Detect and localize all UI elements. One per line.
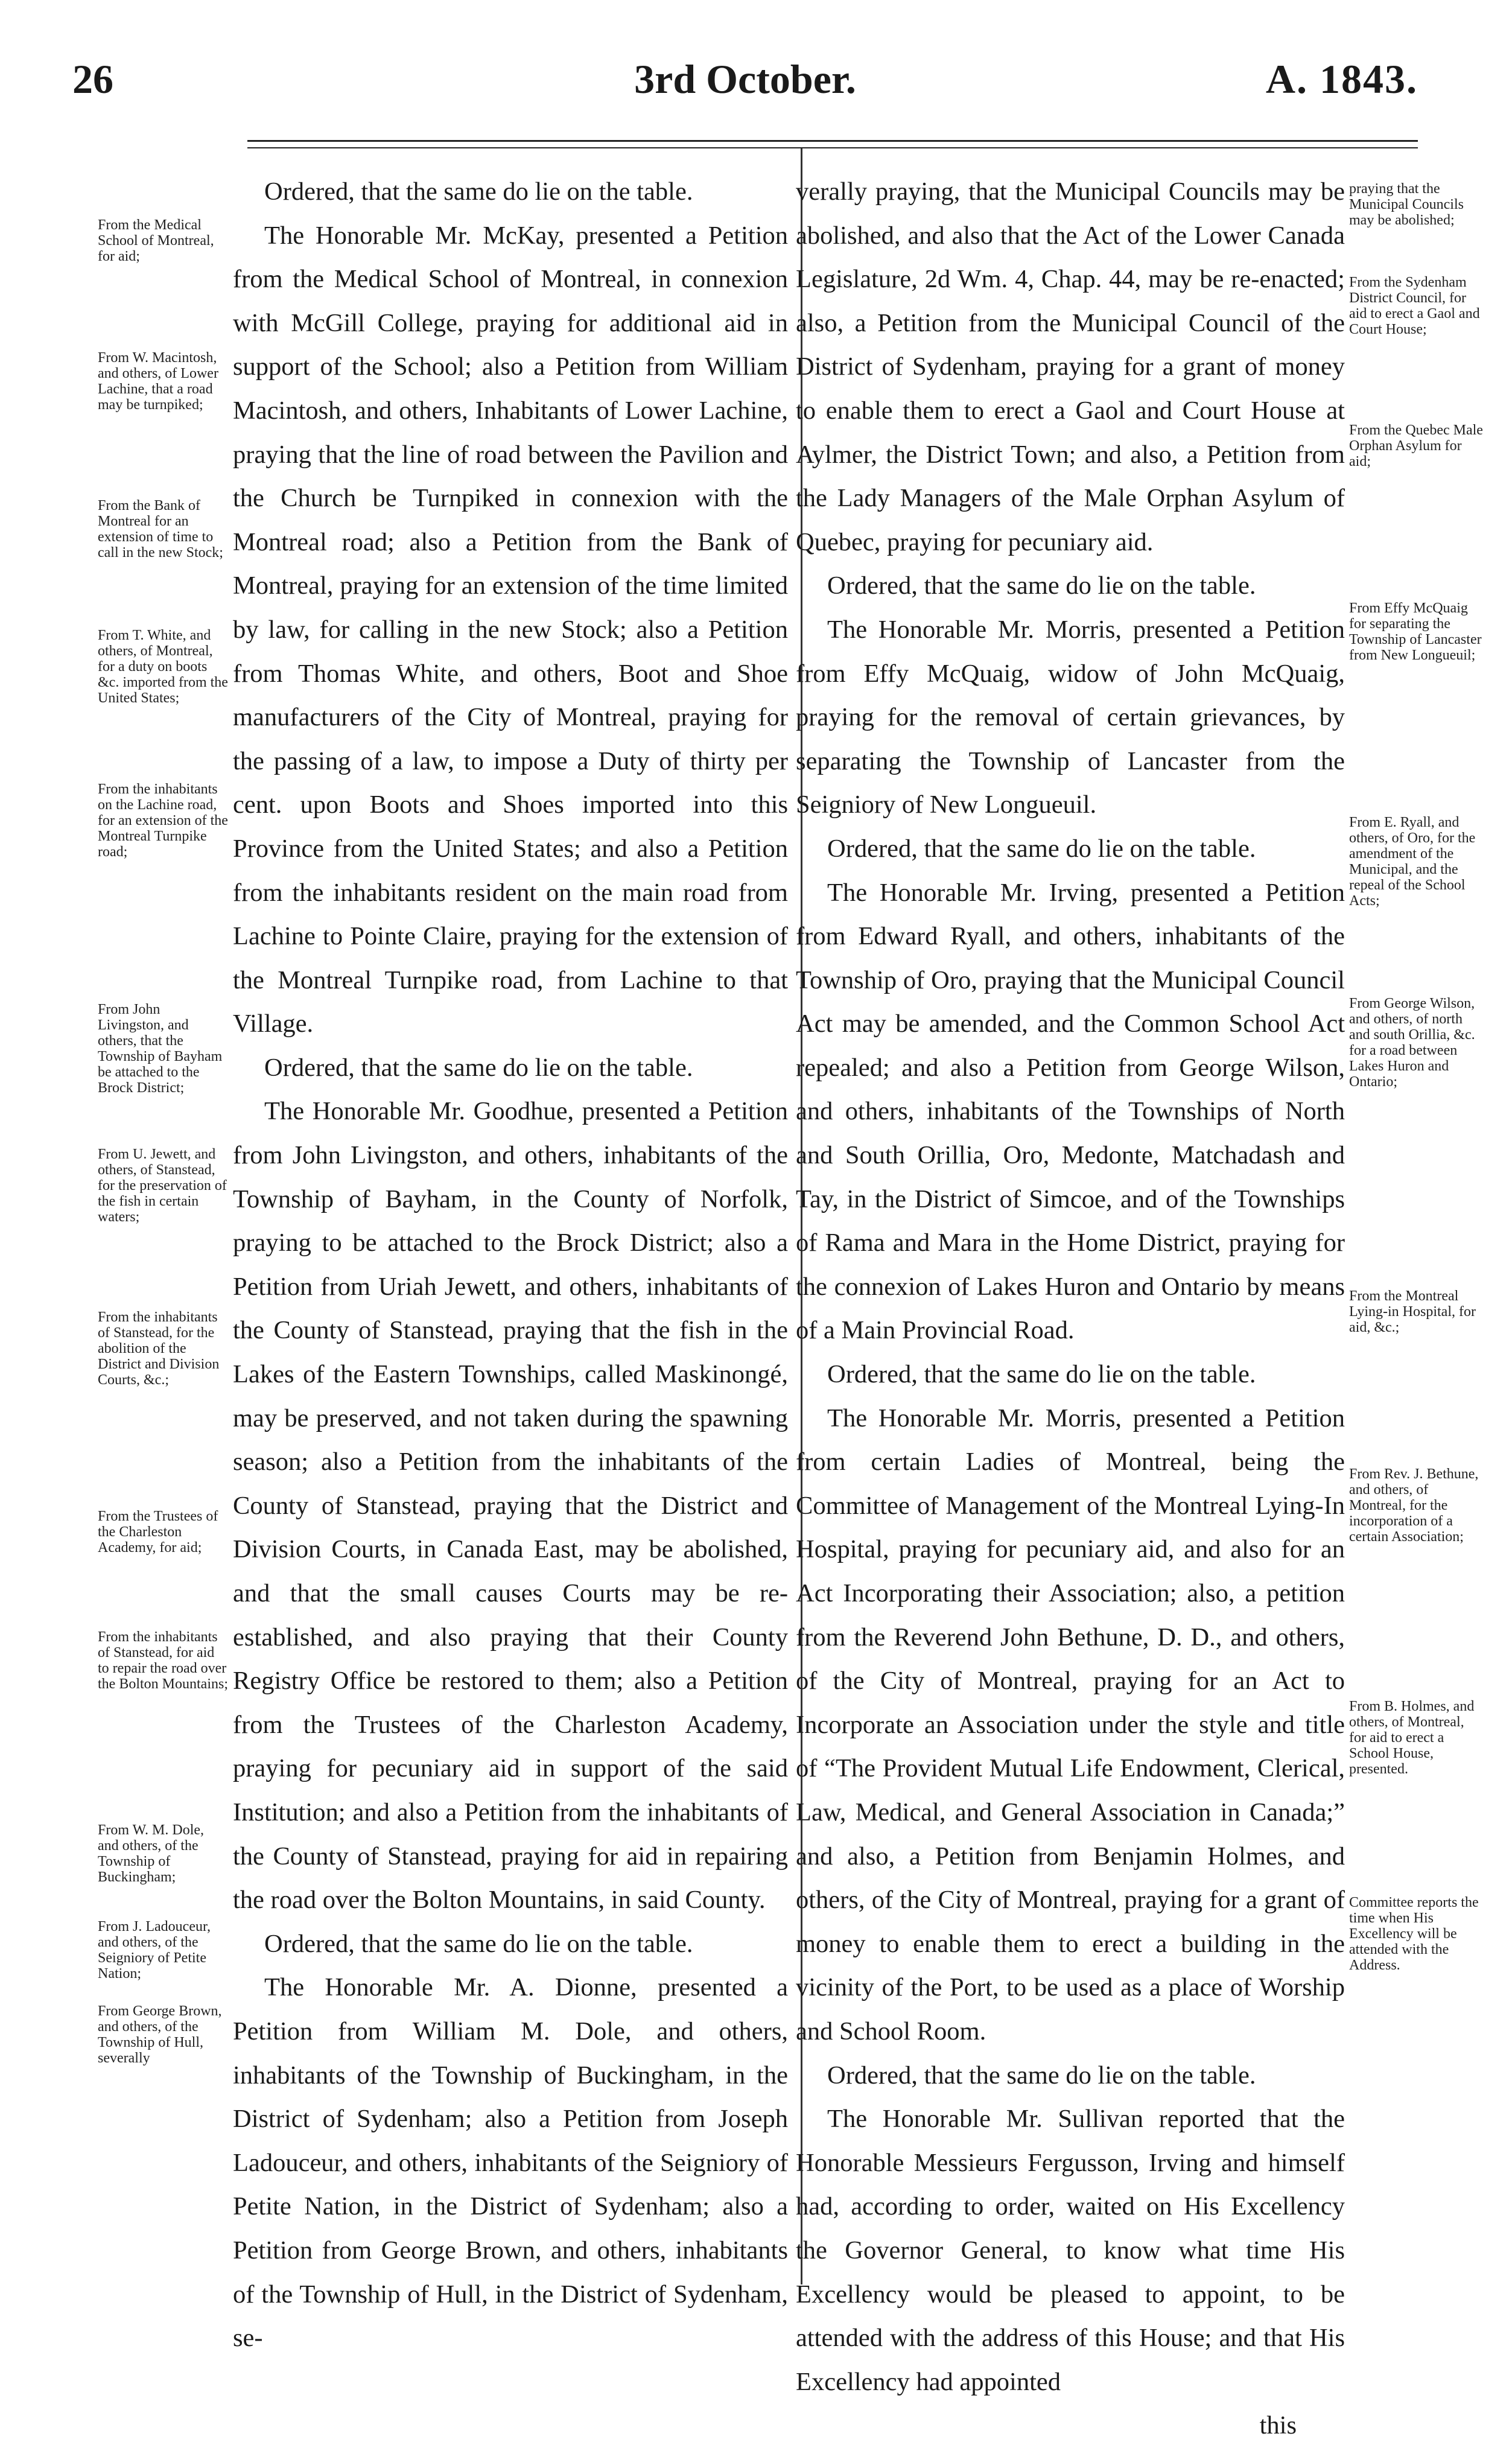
header-rule-bottom: [247, 147, 1418, 148]
right-margin-note-8: From B. Holmes, and others, of Montreal, for aid to erect a School House, presented.: [1349, 1699, 1475, 1777]
right-margin-note-0: praying that the Municipal Councils may be abolished;: [1349, 181, 1464, 228]
left-margin-note-3: From T. White, and others, of Montreal, for a duty on boots &c. imported from the United States;: [98, 628, 228, 706]
right-margin-note-4: From E. Ryall, and others, of Oro, for the amendment of the Municipal, and the repeal of the School Acts;: [1349, 815, 1476, 909]
right-margin-note-9: Committee reports the time when His Excellency will be attended with the Address.: [1349, 1895, 1479, 1973]
right-para-4: The Honorable Mr. Irving, presented a Petition from Edward Ryall, and others, inhabitants of the Township of Oro, praying that the Municipal Council Act may be amended, and the Common School Act repealed; and also a Petition from George Wilson, and others, inhabitants of the Townships of North and South Orillia, Oro, Medonte, Matchadash and Tay, in the District of Simcoe, and of the Townships of Rama and Mara in the Home District, praying for the connexion of Lakes Huron and Ontario by means of a Main Provincial Road.: [796, 878, 1345, 1345]
page-header: [72, 56, 1418, 122]
left-para-2: Ordered, that the same do lie on the table.: [264, 1053, 693, 1082]
right-para-0: verally praying, that the Municipal Councils may be abolished, and also that the Act of the Lower Canada Legislature, 2d Wm. 4, Chap. 44, may be re-enacted; also, a Petition from the Municipal Council of the District of Sydenham, praying for a grant of money to enable them to erect a Gaol and Court House at Aylmer, the District Town; and also, a Petition from the Lady Managers of the Male Orphan Asylum of Quebec, praying for pecuniary aid.: [796, 177, 1345, 556]
left-margin-note-0: From the Medical School of Montreal, for aid;: [98, 217, 214, 264]
left-margin-note-8: From the Trustees of the Charleston Academy, for aid;: [98, 1509, 218, 1556]
left-para-5: The Honorable Mr. A. Dionne, presented a Petition from William M. Dole, and others, inhabitants of the Township of Buckingham, in the District of Sydenham; also a Petition from Joseph Ladouceur, and others, inhabitants of the Seigniory of Petite Nation, in the District of Sydenham; also a Petition from George Brown, and others, inhabitants of the Township of Hull, in the District of Sydenham, se-: [233, 1973, 788, 2353]
right-column: [796, 170, 1345, 2448]
right-para-7: Ordered, that the same do lie on the table.: [827, 2061, 1256, 2090]
right-para-1: Ordered, that the same do lie on the table.: [827, 571, 1256, 600]
left-column: [233, 170, 788, 2361]
right-margin-note-6: From the Montreal Lying-in Hospital, for aid, &c.;: [1349, 1288, 1476, 1335]
left-margin-note-11: From J. Ladouceur, and others, of the Seigniory of Petite Nation;: [98, 1919, 211, 1982]
left-margin-note-1: From W. Macintosh, and others, of Lower Lachine, that a road may be turnpiked;: [98, 350, 218, 413]
left-margin-note-7: From the inhabitants of Stanstead, for the abolition of the District and Division Courts, &c.;: [98, 1309, 220, 1388]
right-para-catchword: this: [1259, 2411, 1297, 2440]
right-margin-note-7: From Rev. J. Bethune, and others, of Montreal, for the incorporation of a certain Association;: [1349, 1466, 1479, 1545]
right-margin-note-3: From Effy McQuaig for separating the Township of Lancaster from New Longueuil;: [1349, 600, 1482, 663]
right-para-8: The Honorable Mr. Sullivan reported that the Honorable Messieurs Fergusson, Irving and himself had, according to order, waited on His Excellency the Governor General, to know what time His Excellency would be pleased to appoint, to be attended with the address of this House; and that His Excellency had appointed: [796, 2105, 1345, 2396]
left-margin-note-2: From the Bank of Montreal for an extension of time to call in the new Stock;: [98, 498, 223, 561]
left-para-1: The Honorable Mr. McKay, presented a Petition from the Medical School of Montreal, in connexion with McGill College, praying for additional aid in support of the School; also a Petition from William Macintosh, and others, Inhabitants of Lower Lachine, praying that the line of road between the Pavilion and the Church be Turnpiked in connexion with the Montreal road; also a Petition from the Bank of Montreal, praying for an extension of the time limited by law, for calling in the new Stock; also a Petition from Thomas White, and others, Boot and Shoe manufacturers of the City of Montreal, praying for the passing of a law, to impose a Duty of thirty per cent. upon Boots and Shoes imported into this Province from the United States; and also a Petition from the inhabitants resident on the main road from Lachine to Pointe Claire, praying for the extension of the Montreal Turnpike road, from Lachine to that Village.: [233, 221, 788, 1038]
right-para-3: Ordered, that the same do lie on the table.: [827, 834, 1256, 863]
right-margin-note-5: From George Wilson, and others, of north and south Orillia, &c. for a road between Lakes Huron and Ontario;: [1349, 996, 1475, 1090]
right-margin-note-2: From the Quebec Male Orphan Asylum for aid;: [1349, 422, 1483, 469]
left-margin-note-10: From W. M. Dole, and others, of the Township of Buckingham;: [98, 1822, 205, 1885]
left-margin-note-9: From the inhabitants of Stanstead, for aid to repair the road over the Bolton Mountains;: [98, 1629, 228, 1692]
right-para-6: The Honorable Mr. Morris, presented a Petition from certain Ladies of Montreal, being the Committee of Management of the Montreal Lying-In Hospital, praying for pecuniary aid, and also for an Act Incorporating their Association; also, a petition from the Reverend John Bethune, D. D., and others, of the City of Montreal, praying for an Act to Incorporate an Association under the style and title of “The Provident Mutual Life Endowment, Clerical, Law, Medical, and General Association in Canada;” and also, a Petition from Benjamin Holmes, and others, of the City of Montreal, praying for a grant of money to enable them to erect a building in the vicinity of the Port, to be used as a place of Worship and School Room.: [796, 1404, 1345, 2046]
left-margin-note-5: From John Livingston, and others, that the Township of Bayham be attached to the Brock District;: [98, 1002, 223, 1096]
left-margin-note-6: From U. Jewett, and others, of Stanstead, for the preservation of the fish in certain waters;: [98, 1146, 227, 1225]
left-para-0: Ordered, that the same do lie on the table.: [264, 177, 693, 206]
right-margin-note-1: From the Sydenham District Council, for aid to erect a Gaol and Court House;: [1349, 275, 1480, 337]
left-para-4: Ordered, that the same do lie on the table.: [264, 1929, 693, 1958]
right-para-5: Ordered, that the same do lie on the table.: [827, 1360, 1256, 1389]
page-year: A. 1843.: [1265, 56, 1418, 102]
left-margin-note-12: From George Brown, and others, of the Township of Hull, severally: [98, 2003, 222, 2066]
left-para-3: The Honorable Mr. Goodhue, presented a Petition from John Livingston, and others, inhabitants of the Township of Bayham, in the County of Norfolk, praying to be attached to the Brock District; also a Petition from Uriah Jewett, and others, inhabitants of the County of Stanstead, praying that the fish in the Lakes of the Eastern Townships, called Maskinongé, may be preserved, and not taken during the spawning season; also a Petition from the inhabitants of the County of Stanstead, praying that the District and Division Courts, in Canada East, may be abolished, and that the small causes Courts may be re-established, and also praying that their County Registry Office be restored to them; also a Petition from the Trustees of the Charleston Academy, praying for pecuniary aid in support of the said Institution; and also a Petition from the inhabitants of the County of Stanstead, praying for aid in repairing the road over the Bolton Mountains, in said County.: [233, 1097, 788, 1915]
page-number: 26: [72, 56, 113, 102]
header-rule-top: [247, 140, 1418, 142]
page-date: 3rd October.: [634, 56, 856, 102]
left-margin-note-4: From the inhabitants on the Lachine road, for an extension of the Montreal Turnpike road;: [98, 781, 228, 860]
right-para-2: The Honorable Mr. Morris, presented a Petition from Effy McQuaig, widow of John McQuaig, praying for the removal of certain grievances, by separating the Township of Lancaster from the Seigniory of New Longueuil.: [796, 615, 1345, 819]
